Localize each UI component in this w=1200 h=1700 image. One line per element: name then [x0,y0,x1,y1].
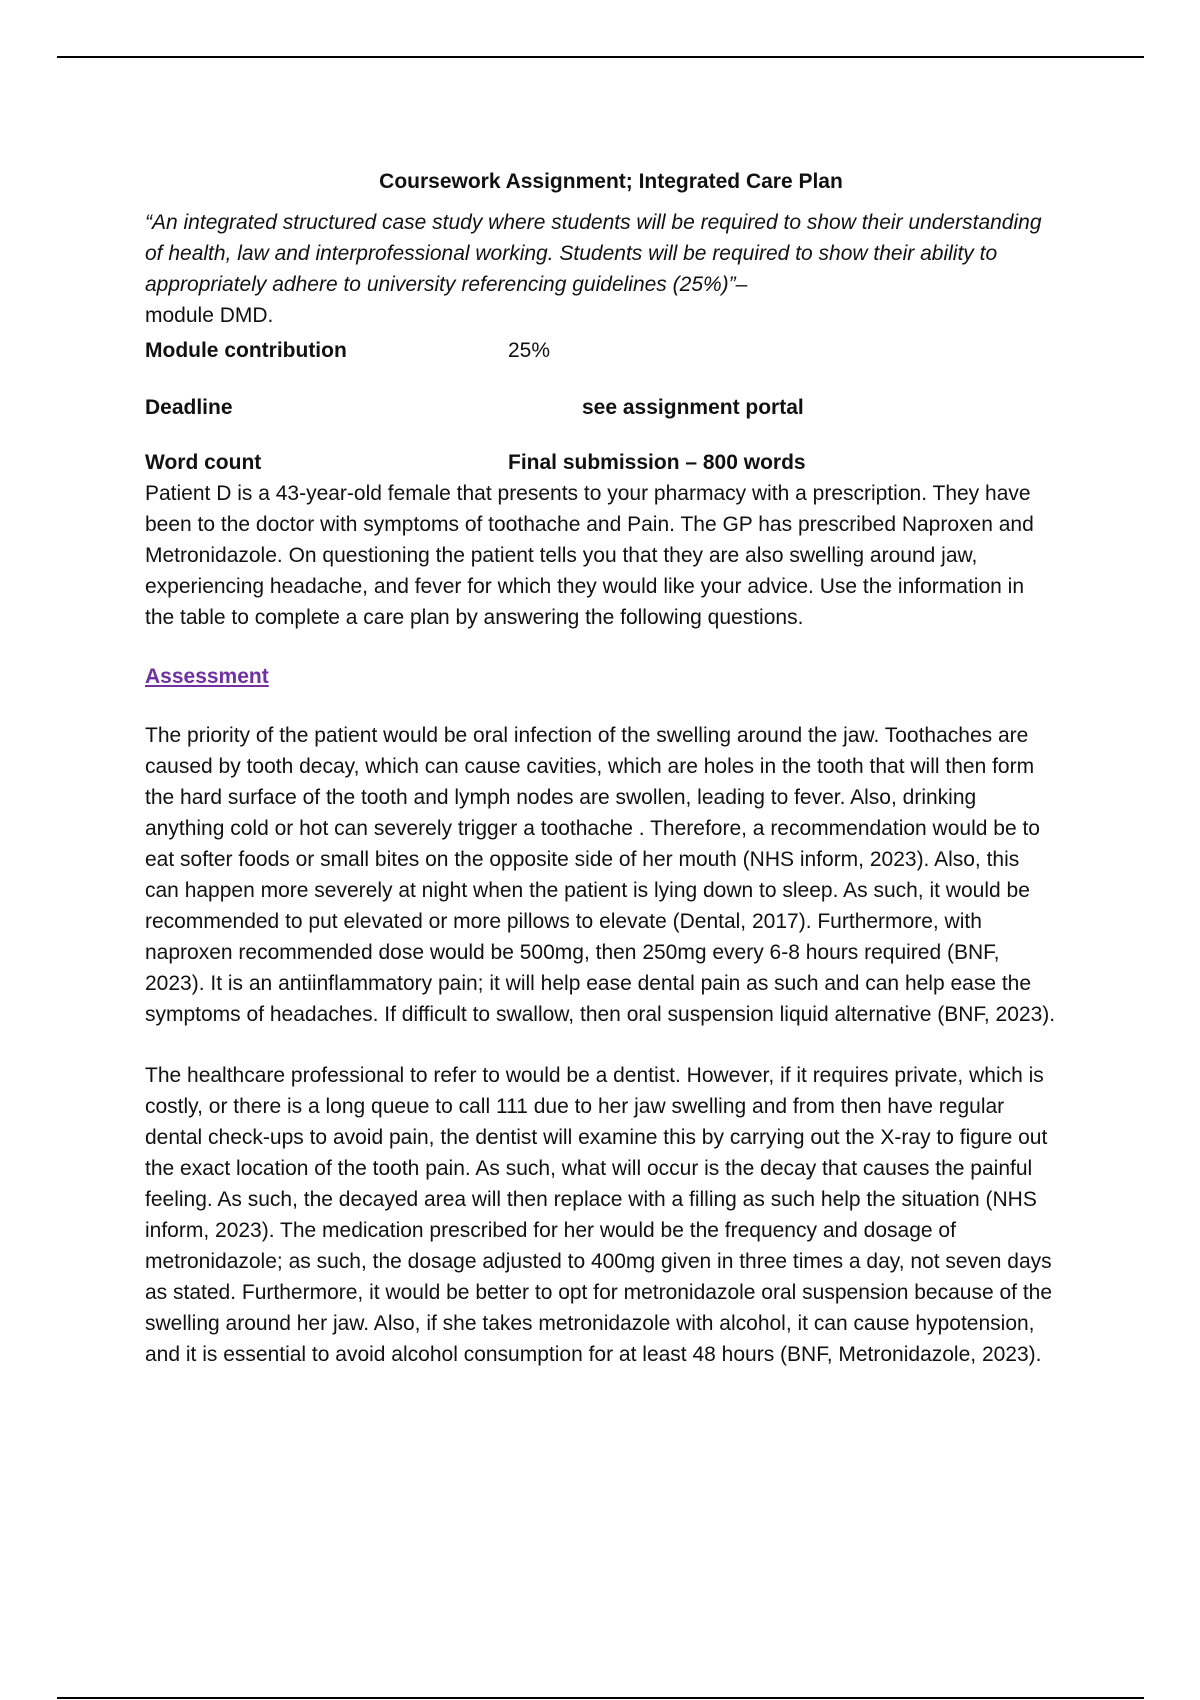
document-body [145,166,1057,1370]
footer-rule [57,1697,1144,1699]
document-title: Coursework Assignment; Integrated Care Plan [379,170,843,193]
assessment-paragraph: The priority of the patient would be oral infection of the swelling around the jaw. Toothaches are caused by tooth decay, which can cause cavities, which are holes in the tooth that will then form the hard surface of the tooth and lymph nodes are swollen, leading to fever. Also, drinking anything cold or hot can severely trigger a toothache . Therefore, a recommendation would be to eat softer foods or small bites on the opposite side of her mouth (NHS inform, 2023). Also, this can happen more severely at night when the patient is lying down to sleep. As such, it would be recommended to put elevated or more pillows to elevate (Dental, 2017). Furthermore, with naproxen recommended dose would be 500mg, then 250mg every 6-8 hours required (BNF, 2023). It is an antiinflammatory pain; it will help ease dental pain as such and can help ease the symptoms of headaches. If difficult to swallow, then oral suspension liquid alternative (BNF, 2023). [145,724,1056,1026]
deadline-row [145,392,1057,423]
module-quote: “An integrated structured case study where students will be required to show their understanding of health, law and interprofessional working. Students will be required to show their ability to appropriately adhere to university referencing guidelines (25%)”– [145,211,1042,296]
header-rule [57,56,1144,58]
word-count-value: Final submission – 800 words [508,451,806,474]
deadline-value: see assignment portal [582,396,804,419]
assessment-heading: Assessment [145,665,269,688]
module-contribution-label: Module contribution [145,339,347,362]
patient-scenario: Patient D is a 43-year-old female that presents to your pharmacy with a prescription. They have been to the doctor with symptoms of toothache and Pain. The GP has prescribed Naproxen and Metronidazole. On questioning the patient tells you that they are also swelling around jaw, experiencing headache, and fever for which they would like your advice. Use the information in the table to complete a care plan by answering the following questions. [145,482,1034,629]
word-count-label: Word count [145,451,262,474]
word-count-row [145,447,1057,478]
module-line: module DMD. [145,304,274,327]
module-contribution-value: 25% [508,339,551,362]
module-contribution-row [145,335,1057,366]
deadline-label: Deadline [145,396,233,419]
referral-paragraph: The healthcare professional to refer to would be a dentist. However, if it requires private, which is costly, or there is a long queue to call 111 due to her jaw swelling and from then have regular dental check-ups to avoid pain, the dentist will examine this by carrying out the X-ray to figure out the exact location of the tooth pain. As such, what will occur is the decay that causes the painful feeling. As such, the decayed area will then replace with a filling as such help the situation (NHS inform, 2023). The medication prescribed for her would be the frequency and dosage of metronidazole; as such, the dosage adjusted to 400mg given in three times a day, not seven days as stated. Furthermore, it would be better to opt for metronidazole oral suspension because of the swelling around her jaw. Also, if she takes metronidazole with alcohol, it can cause hypotension, and it is essential to avoid alcohol consumption for at least 48 hours (BNF, Metronidazole, 2023). [145,1064,1053,1366]
